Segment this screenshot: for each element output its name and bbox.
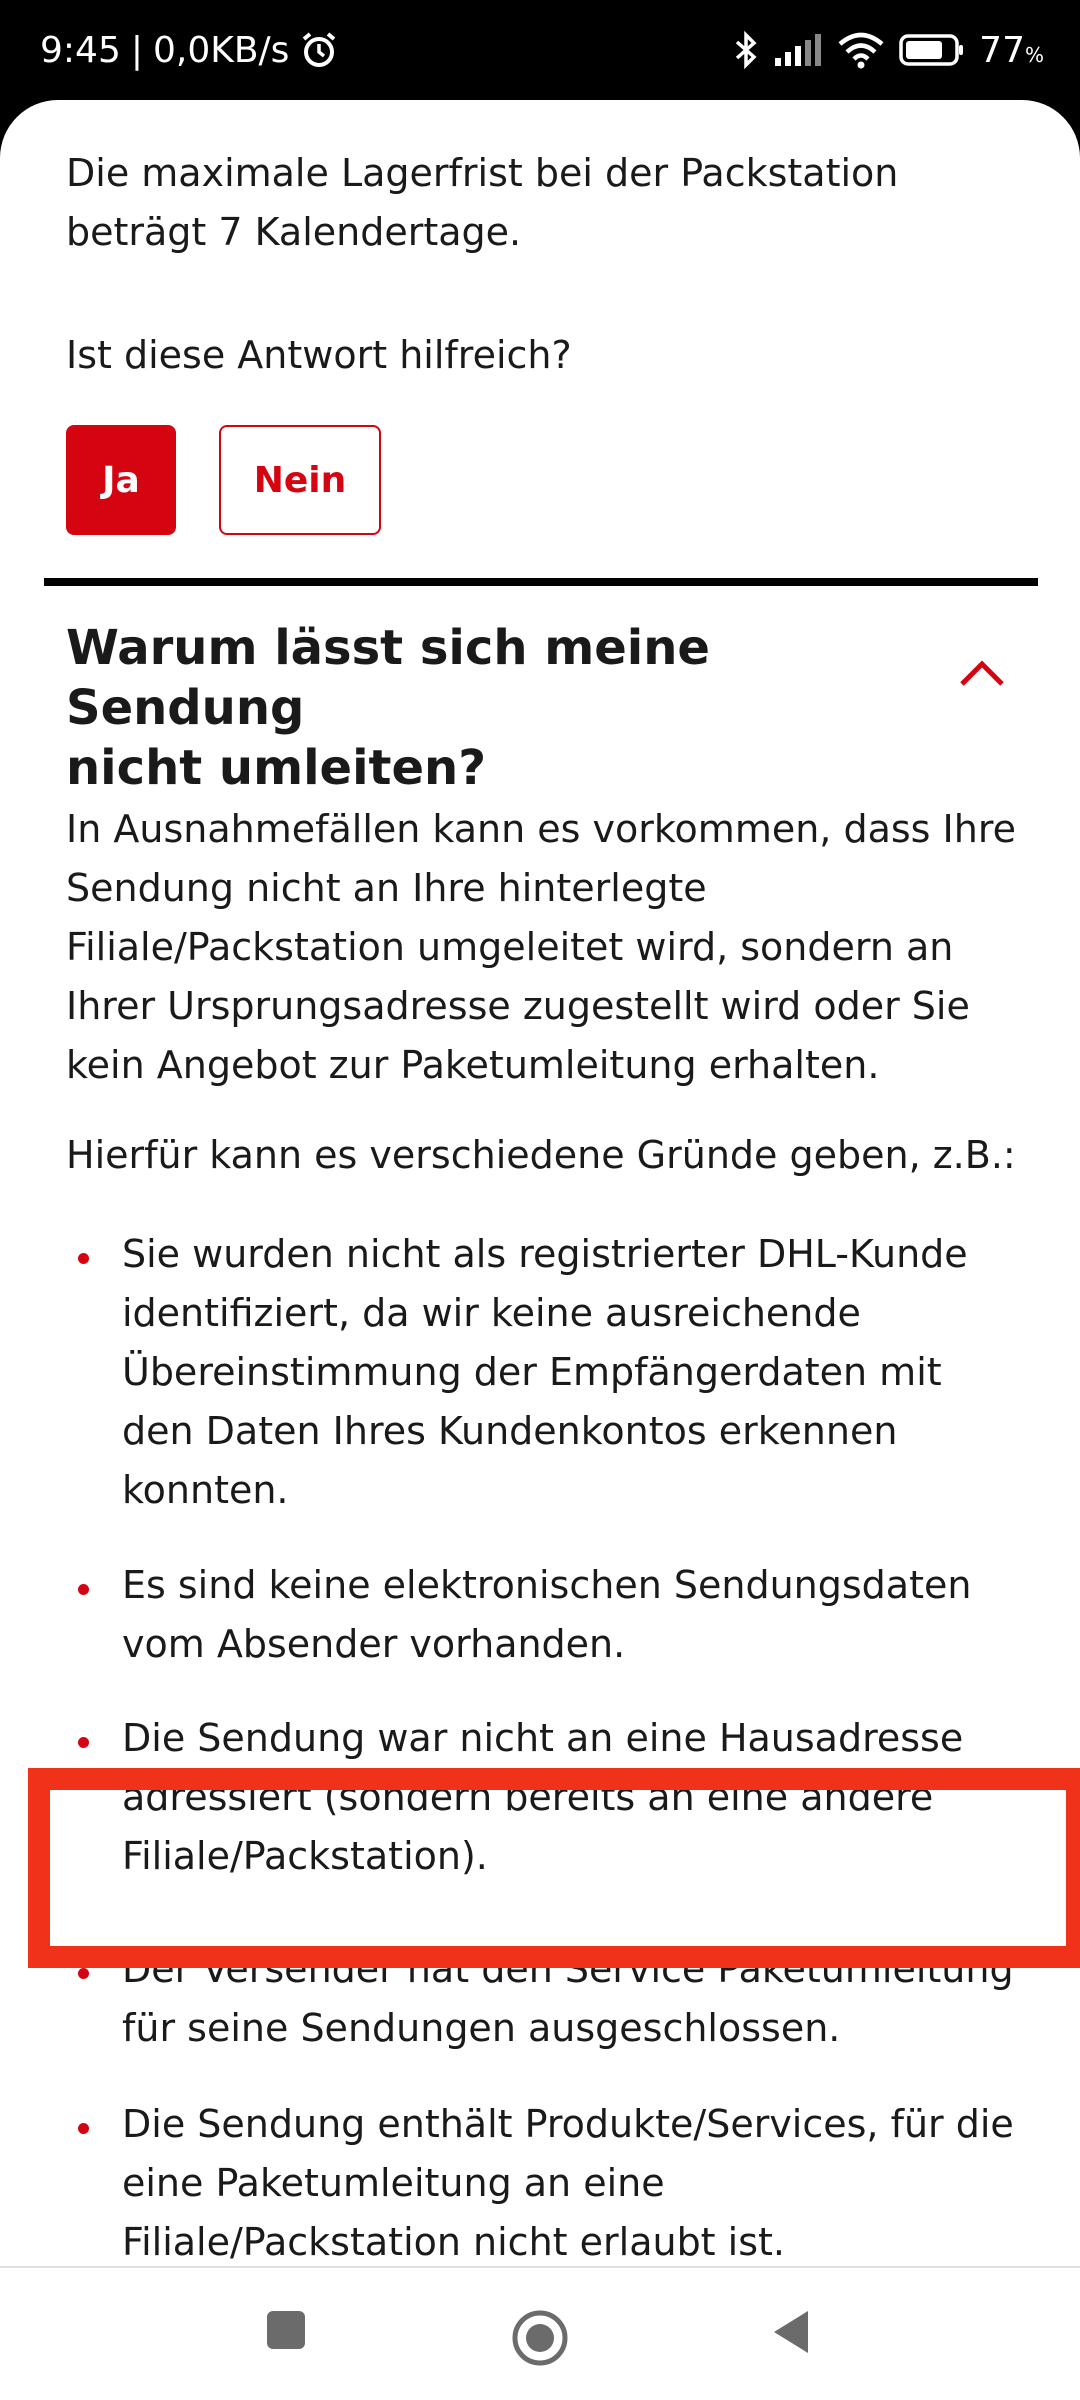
list-item-line: Übereinstimmung der Empfängerdaten mit [122, 1350, 942, 1394]
list-item-line: den Daten Ihres Kundenkontos erkennen [122, 1409, 898, 1453]
bullet-dot [78, 2123, 89, 2134]
status-left [40, 30, 339, 71]
faq-question-title[interactable] [66, 618, 946, 798]
list-item-line: für seine Sendungen ausgeschlossen. [122, 2006, 841, 2050]
previous-answer-text [66, 144, 1026, 262]
list-item-line: identifiziert, da wir keine ausreichende [122, 1291, 861, 1335]
chevron-up-icon[interactable] [958, 658, 1006, 688]
faq-answer-paragraph [66, 800, 1026, 1095]
battery-percent-value: 77 [979, 29, 1025, 71]
signal-icon [773, 32, 823, 68]
section-divider [44, 578, 1038, 586]
home-circle-icon[interactable] [510, 2308, 570, 2368]
paragraph-line: kein Angebot zur Paketumleitung erhalten. [66, 1043, 880, 1087]
bullet-dot [78, 1737, 89, 1748]
list-item-line: konnten. [122, 1468, 289, 1512]
list-item-line: Filiale/Packstation nicht erlaubt ist. [122, 2220, 785, 2264]
bullet-dot [78, 1968, 89, 1979]
list-item-line: vom Absender vorhanden. [122, 1622, 626, 1666]
status-bar [0, 0, 1080, 100]
yes-button[interactable]: Ja [66, 425, 176, 535]
clock: 9:45 [40, 29, 121, 71]
no-button[interactable]: Nein [219, 425, 381, 535]
status-separator: | [130, 29, 143, 71]
bullet-dot [78, 1584, 89, 1595]
status-right [733, 30, 1044, 71]
previous-answer-line: beträgt 7 Kalendertage. [66, 210, 522, 254]
list-item-line: Die Sendung enthält Produkte/Services, für die [122, 2102, 1014, 2146]
highlight-box [28, 1768, 1080, 1968]
navigation-bar [0, 2266, 1080, 2400]
network-speed: 0,0KB/s [152, 29, 290, 71]
bluetooth-icon [733, 30, 759, 70]
paragraph-line: Ihrer Ursprungsadresse zugestellt wird oder Sie [66, 984, 970, 1028]
list-item-line: Der Versender hat den Service Paketumleitung [122, 1947, 1014, 1991]
wifi-icon [837, 31, 885, 69]
list-item-line: Filiale/Packstation). [122, 1834, 488, 1878]
battery-percent-unit: % [1024, 42, 1044, 67]
helpful-question: Ist diese Antwort hilfreich? [66, 333, 572, 377]
faq-title-line: nicht umleiten? [66, 740, 487, 796]
back-triangle-icon[interactable] [770, 2308, 810, 2356]
list-item-line: eine Paketumleitung an eine [122, 2161, 665, 2205]
recents-square-icon[interactable] [264, 2308, 308, 2352]
paragraph-line: Sendung nicht an Ihre hinterlegte [66, 866, 707, 910]
list-item-line: Sie wurden nicht als registrierter DHL-Kunde [122, 1232, 968, 1276]
faq-title-line: Warum lässt sich meine Sendung [66, 620, 710, 736]
list-item-line: adressiert (sondern bereits an eine andere [122, 1775, 934, 1819]
list-item-line: Die Sendung war nicht an eine Hausadresse [122, 1716, 964, 1760]
reasons-intro: Hierfür kann es verschiedene Gründe geben, z.B.: [66, 1133, 1016, 1177]
previous-answer-line: Die maximale Lagerfrist bei der Packstation [66, 151, 899, 195]
list-item-line: Es sind keine elektronischen Sendungsdaten [122, 1563, 972, 1607]
battery-icon [899, 32, 965, 68]
paragraph-line: Filiale/Packstation umgeleitet wird, sondern an [66, 925, 954, 969]
alarm-icon [299, 30, 339, 70]
bullet-dot [78, 1253, 89, 1264]
battery-percent [979, 30, 1044, 71]
paragraph-line: In Ausnahmefällen kann es vorkommen, dass Ihre [66, 807, 1016, 851]
